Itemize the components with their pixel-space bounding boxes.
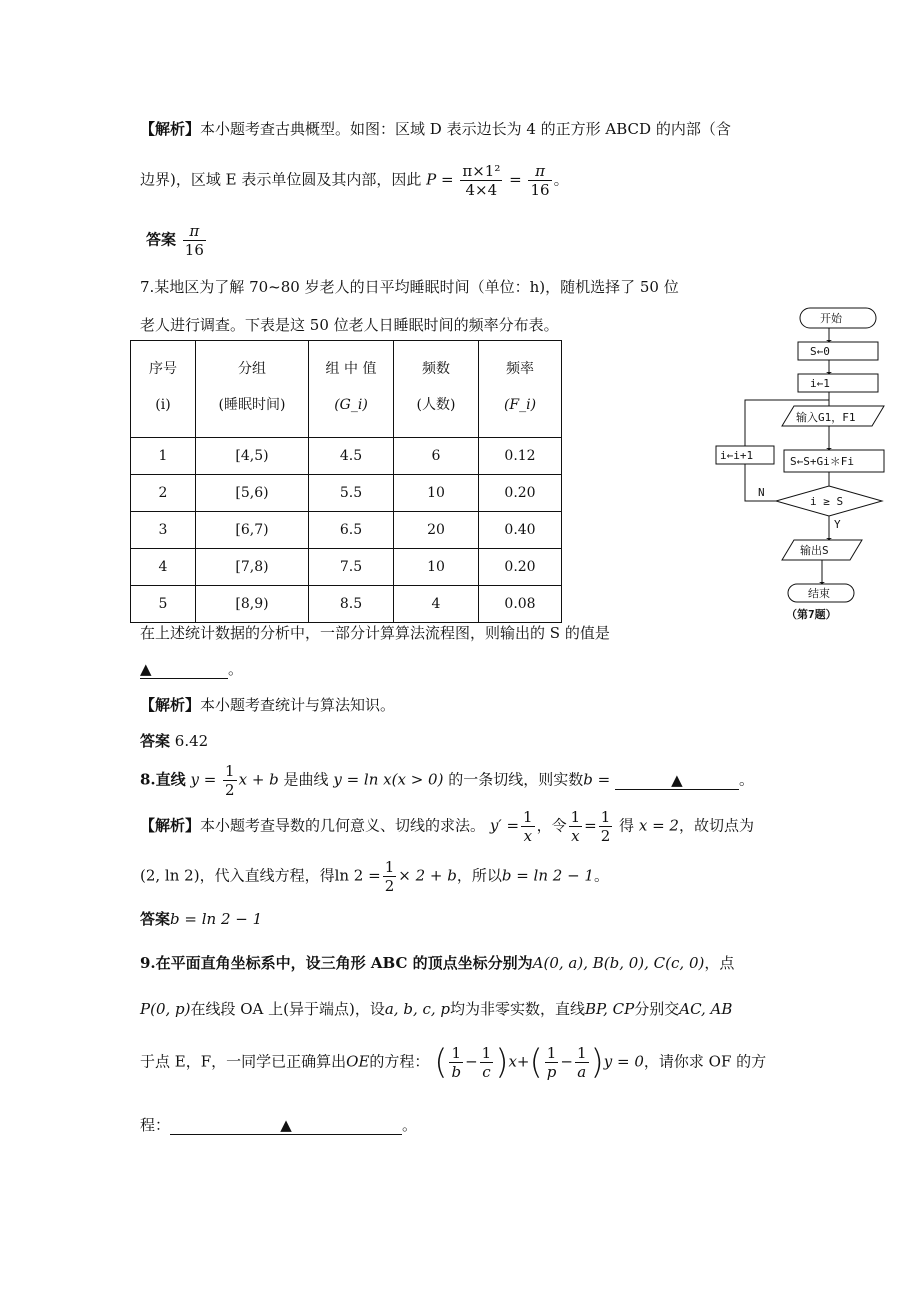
header-line: (G_i) (334, 397, 368, 413)
frac-den: a (577, 1063, 587, 1081)
analysis-label: 【解析】 (140, 816, 201, 835)
period: 。 (593, 866, 609, 885)
frac-num: 1 (576, 1044, 587, 1062)
fraction (449, 1044, 463, 1081)
frac-den: x (523, 827, 533, 845)
q9-text: ，点 (704, 954, 735, 972)
fraction (545, 1044, 559, 1081)
fraction-pi-over-16 (528, 162, 551, 199)
math: P(0, p) (140, 1000, 191, 1018)
flow-update-s-label: S←S+Gi＊Fi (790, 455, 854, 468)
q9-line4 (140, 1114, 417, 1135)
q8-text: 的一条切线，则实数 (448, 770, 584, 789)
fraction-pi-over-16sq (460, 162, 502, 199)
cell: 5.5 (309, 475, 394, 512)
cell: 8.5 (309, 586, 394, 623)
answer-blank[interactable] (140, 660, 228, 679)
frac-den: 16 (184, 241, 204, 259)
q8-prefix: 8.直线 (140, 770, 186, 789)
frac-den: 2 (225, 781, 235, 799)
q9-text: ，请你求 OF 的方 (643, 1052, 767, 1071)
header-line: 组 中 值 (325, 361, 377, 377)
q9-line3: 于点 E，F，一同学已正确算出OE的方程： ( $\frac{1}{b}$ − $\frac{1}{c}$ )x+( $\frac{1}{p}$ − $\frac{1}{a}$ )y = 0，请你求 OF 的方 (140, 1042, 767, 1083)
math: b = ln 2 − 1 (501, 866, 594, 885)
q7-line1 (140, 276, 679, 297)
cell: 0.20 (479, 475, 562, 512)
paren: ) (495, 1042, 509, 1083)
cell: 4.5 (309, 438, 394, 475)
header-cell (309, 341, 394, 438)
frac-num: π (183, 222, 206, 241)
equals: = (441, 170, 454, 189)
triangle-marker: ▲ (671, 770, 683, 789)
cell: 10 (394, 475, 479, 512)
frequency-table (130, 340, 562, 623)
q8-analysis-line2 (140, 858, 609, 895)
math: b = (583, 770, 611, 789)
math: x (508, 1052, 517, 1071)
math: x + b (238, 770, 279, 789)
frac-den: 4×4 (465, 181, 498, 199)
header-line: (F_i) (503, 397, 537, 413)
header-line: 频率 (506, 361, 534, 377)
flow-update-i-label: i←i+1 (720, 449, 754, 462)
fraction-half (383, 858, 397, 895)
header-cell (131, 341, 196, 438)
answer-label: 答案 (146, 230, 177, 249)
q9-text: 于点 E，F，一同学已正确算出 (140, 1052, 347, 1071)
q7-answer (140, 730, 208, 751)
algorithm-flowchart (712, 300, 902, 630)
q8-line1 (140, 762, 754, 799)
q9-text: 9.在平面直角坐标系中，设三角形 ABC 的顶点坐标分别为 (140, 954, 533, 972)
paren: ( (434, 1042, 448, 1083)
cell: 2 (131, 475, 196, 512)
period: 。 (738, 770, 754, 789)
cell: 6 (394, 438, 479, 475)
cell: 10 (394, 549, 479, 586)
header-line: 频数 (422, 361, 450, 377)
q7-text: 7.某地区为了解 70~80 岁老人的日平均睡眠时间（单位：h)，随机选择了 50 位 (140, 278, 679, 296)
math: y′ = (489, 816, 520, 835)
cell: 3 (131, 512, 196, 549)
answer-value: b = ln 2 − 1 (170, 910, 263, 928)
table-row (131, 438, 562, 475)
flow-init-s-label: S←0 (810, 345, 830, 358)
frac-den: 2 (600, 827, 611, 845)
cell: 4 (394, 586, 479, 623)
fraction-half (223, 762, 237, 799)
cell: [7,8) (196, 549, 309, 586)
cell: 4 (131, 549, 196, 586)
triangle-marker: ▲ (140, 660, 152, 678)
p-variable: P (426, 170, 437, 189)
cell: 7.5 (309, 549, 394, 586)
flow-cond-label: i ≥ S (810, 495, 844, 508)
q7-analysis (140, 694, 395, 715)
q8-answer (140, 908, 262, 929)
frac-den: c (482, 1063, 491, 1081)
math: x = 2 (638, 816, 679, 835)
q7-text: 老人进行调查。下表是这 50 位老人日睡眠时间的频率分布表。 (140, 316, 559, 334)
equals: = (584, 816, 597, 835)
frac-num: 1 (570, 808, 581, 826)
cell: 6.5 (309, 512, 394, 549)
math: y = ln x(x > 0) (333, 770, 444, 789)
fraction (599, 808, 613, 845)
math: + (516, 1052, 530, 1071)
answer-blank[interactable] (615, 771, 739, 790)
cell: 0.12 (479, 438, 562, 475)
frac-den: 2 (384, 877, 395, 895)
header-cell (394, 341, 479, 438)
q9-line2 (140, 998, 732, 1019)
paren: ) (590, 1042, 604, 1083)
cell: 5 (131, 586, 196, 623)
frac-num: 1 (600, 808, 611, 826)
frac-num: 1 (225, 762, 235, 780)
flow-end-label: 结束 (808, 587, 830, 600)
q8-text: 得 (619, 816, 635, 835)
frac-num: 1 (384, 858, 395, 876)
cell: 0.08 (479, 586, 562, 623)
frac-num: 1 (545, 1044, 559, 1063)
q8-text: ，令 (536, 816, 567, 835)
fraction (521, 808, 535, 845)
q9-text: 的方程： (369, 1052, 430, 1071)
cell: [4,5) (196, 438, 309, 475)
q8-analysis-line1 (140, 808, 754, 845)
frac-num: 1 (449, 1044, 463, 1063)
fraction (569, 808, 583, 845)
frac-num: π×1² (462, 162, 501, 180)
cell: 0.40 (479, 512, 562, 549)
cell: [5,6) (196, 475, 309, 512)
answer-line-6 (146, 222, 208, 259)
math: a, b, c, p (384, 1000, 451, 1018)
fraction (480, 1044, 494, 1081)
analysis-line-6a (140, 118, 731, 139)
frac-den: 16 (530, 181, 550, 199)
frac-den: x (571, 827, 580, 845)
analysis-text: 本小题考查古典概型。如图：区域 D 表示边长为 4 的正方形 ABCD 的内部（含 (200, 120, 731, 138)
q7-text: 在上述统计数据的分析中，一部分计算算法流程图，则输出的 S 的值是 (140, 624, 610, 642)
header-line: 序号 (149, 361, 177, 377)
analysis-label: 【解析】 (140, 120, 201, 138)
equals: = (509, 170, 522, 189)
frac-den: p (546, 1063, 557, 1081)
table-header-row (131, 341, 562, 438)
math: ln 2 = (334, 866, 381, 885)
answer-label: 答案 (140, 910, 171, 928)
header-line: 分组 (238, 361, 266, 377)
table-row (131, 512, 562, 549)
q8-text: 是曲线 (283, 770, 329, 789)
math: y = (190, 770, 222, 789)
answer-fraction (183, 222, 206, 259)
frac-num: π (528, 162, 551, 181)
table-row (131, 586, 562, 623)
q9-text: 在线段 OA 上(异于端点)，设 (190, 1000, 385, 1018)
header-cell (479, 341, 562, 438)
flow-input-label: 输入G1，F1 (796, 411, 856, 424)
math: (2, ln 2) (140, 866, 200, 885)
table-row (131, 475, 562, 512)
header-line: (i) (155, 397, 171, 413)
header-cell (196, 341, 309, 438)
period: 。 (402, 1116, 418, 1134)
q7-blank-line (140, 658, 243, 679)
q9-line1 (140, 952, 734, 973)
cell: 1 (131, 438, 196, 475)
header-line: (睡眠时间) (218, 397, 286, 413)
math: OE (346, 1052, 370, 1071)
frac-den: b (451, 1063, 462, 1081)
period: 。 (228, 660, 244, 678)
flow-yes-label: Y (834, 518, 841, 531)
math: × 2 + b (398, 866, 457, 885)
triangle-marker: ▲ (280, 1116, 292, 1134)
fraction (575, 1044, 589, 1081)
cell: 0.20 (479, 549, 562, 586)
header-line: (人数) (416, 397, 456, 413)
flow-init-i-label: i←1 (810, 377, 830, 390)
cell: [6,7) (196, 512, 309, 549)
math: y = 0 (603, 1052, 644, 1071)
cell: 20 (394, 512, 479, 549)
q8-text: ，故切点为 (678, 816, 754, 835)
analysis-text: 本小题考查导数的几何意义、切线的求法。 (200, 816, 486, 835)
frac-num: 1 (523, 808, 533, 826)
math: A(0, a), B(b, 0), C(c, 0) (532, 954, 705, 972)
flow-output-label: 输出S (800, 544, 829, 557)
answer-label: 答案 (140, 732, 171, 750)
q7-line2 (140, 314, 559, 335)
flow-start-label: 开始 (820, 312, 842, 325)
analysis-label: 【解析】 (140, 696, 201, 714)
math: BP, CP (585, 1000, 635, 1018)
flow-caption: （第7题） (786, 608, 837, 621)
table-row (131, 549, 562, 586)
answer-blank[interactable] (170, 1116, 402, 1135)
period: 。 (553, 170, 569, 189)
q9-text: 程： (140, 1116, 171, 1134)
analysis-line-6b (140, 162, 569, 199)
flow-no-label: N (758, 486, 765, 499)
cell: [8,9) (196, 586, 309, 623)
q8-text: ，代入直线方程，得 (199, 866, 335, 885)
math: AC, AB (679, 1000, 733, 1018)
analysis-text: 边界)，区域 E 表示单位圆及其内部，因此 (140, 170, 422, 189)
q7-after-table (140, 622, 610, 643)
paren: ( (529, 1042, 543, 1083)
answer-value: 6.42 (174, 732, 209, 750)
frac-num: 1 (481, 1044, 492, 1062)
q8-text: ，所以 (456, 866, 502, 885)
analysis-text: 本小题考查统计与算法知识。 (200, 696, 396, 714)
q9-text: 均为非零实数，直线 (450, 1000, 586, 1018)
q9-text: 分别交 (634, 1000, 680, 1018)
